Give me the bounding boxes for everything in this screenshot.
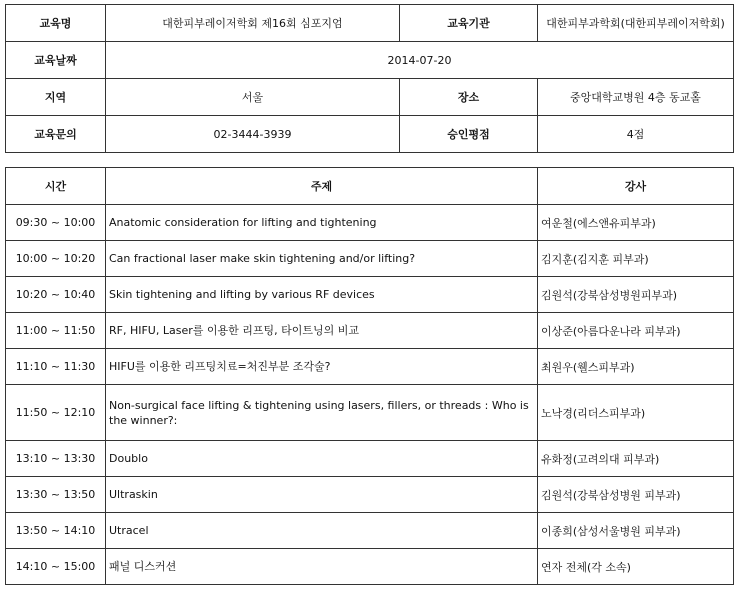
session-speaker: 김원석(강북삼성병원 피부과) [538,477,734,513]
course-name-value: 대한피부레이저학회 제16회 심포지엄 [106,5,400,42]
session-speaker: 이상준(아름다운나라 피부과) [538,313,734,349]
session-topic: 패널 디스커션 [106,549,538,585]
course-name-label: 교육명 [6,5,106,42]
info-row-contact [6,116,734,153]
date-label: 교육날짜 [6,42,106,79]
institution-label: 교육기관 [400,5,538,42]
session-time: 11:10 ~ 11:30 [6,349,106,385]
table-row [6,549,734,585]
speaker-column-header: 강사 [538,168,734,205]
contact-value: 02-3444-3939 [106,116,400,153]
session-time: 13:10 ~ 13:30 [6,441,106,477]
session-time: 11:50 ~ 12:10 [6,385,106,441]
date-value: 2014-07-20 [106,42,734,79]
session-time: 10:20 ~ 10:40 [6,277,106,313]
venue-label: 장소 [400,79,538,116]
session-time: 14:10 ~ 15:00 [6,549,106,585]
session-topic: RF, HIFU, Laser를 이용한 리프팅, 타이트닝의 비교 [106,313,538,349]
info-row-date [6,42,734,79]
table-row [6,441,734,477]
session-time: 09:30 ~ 10:00 [6,205,106,241]
venue-value: 중앙대학교병원 4층 동교홀 [538,79,734,116]
session-speaker: 여운철(에스앤유피부과) [538,205,734,241]
table-row [6,313,734,349]
session-time: 13:30 ~ 13:50 [6,477,106,513]
session-speaker: 연자 전체(각 소속) [538,549,734,585]
session-topic: Anatomic consideration for lifting and tightening [106,205,538,241]
session-speaker: 노낙경(리더스피부과) [538,385,734,441]
schedule-table [5,167,734,585]
course-info-table [5,4,734,153]
table-row [6,205,734,241]
session-topic: Can fractional laser make skin tightening and/or lifting? [106,241,538,277]
session-speaker: 이종희(삼성서울병원 피부과) [538,513,734,549]
session-time: 13:50 ~ 14:10 [6,513,106,549]
session-speaker: 유화정(고려의대 피부과) [538,441,734,477]
time-column-header: 시간 [6,168,106,205]
contact-label: 교육문의 [6,116,106,153]
session-topic: Utracel [106,513,538,549]
table-row [6,513,734,549]
session-topic: Ultraskin [106,477,538,513]
topic-column-header: 주제 [106,168,538,205]
session-topic: Doublo [106,441,538,477]
session-topic: Skin tightening and lifting by various RF devices [106,277,538,313]
session-time: 10:00 ~ 10:20 [6,241,106,277]
table-row [6,349,734,385]
institution-value: 대한피부과학회(대한피부레이저학회) [538,5,734,42]
table-row [6,477,734,513]
schedule-header-row [6,168,734,205]
region-value: 서울 [106,79,400,116]
session-topic: Non-surgical face lifting & tightening using lasers, fillers, or threads : Who is the winner?: [106,385,538,441]
table-row [6,277,734,313]
region-label: 지역 [6,79,106,116]
session-speaker: 김원석(강북삼성병원피부과) [538,277,734,313]
points-label: 승인평점 [400,116,538,153]
session-time: 11:00 ~ 11:50 [6,313,106,349]
session-speaker: 김지훈(김지훈 피부과) [538,241,734,277]
info-row-location [6,79,734,116]
info-row-name [6,5,734,42]
table-row [6,385,734,441]
table-row [6,241,734,277]
points-value: 4점 [538,116,734,153]
session-topic: HIFU를 이용한 리프팅치료=처진부분 조각술? [106,349,538,385]
session-speaker: 최원우(웰스피부과) [538,349,734,385]
